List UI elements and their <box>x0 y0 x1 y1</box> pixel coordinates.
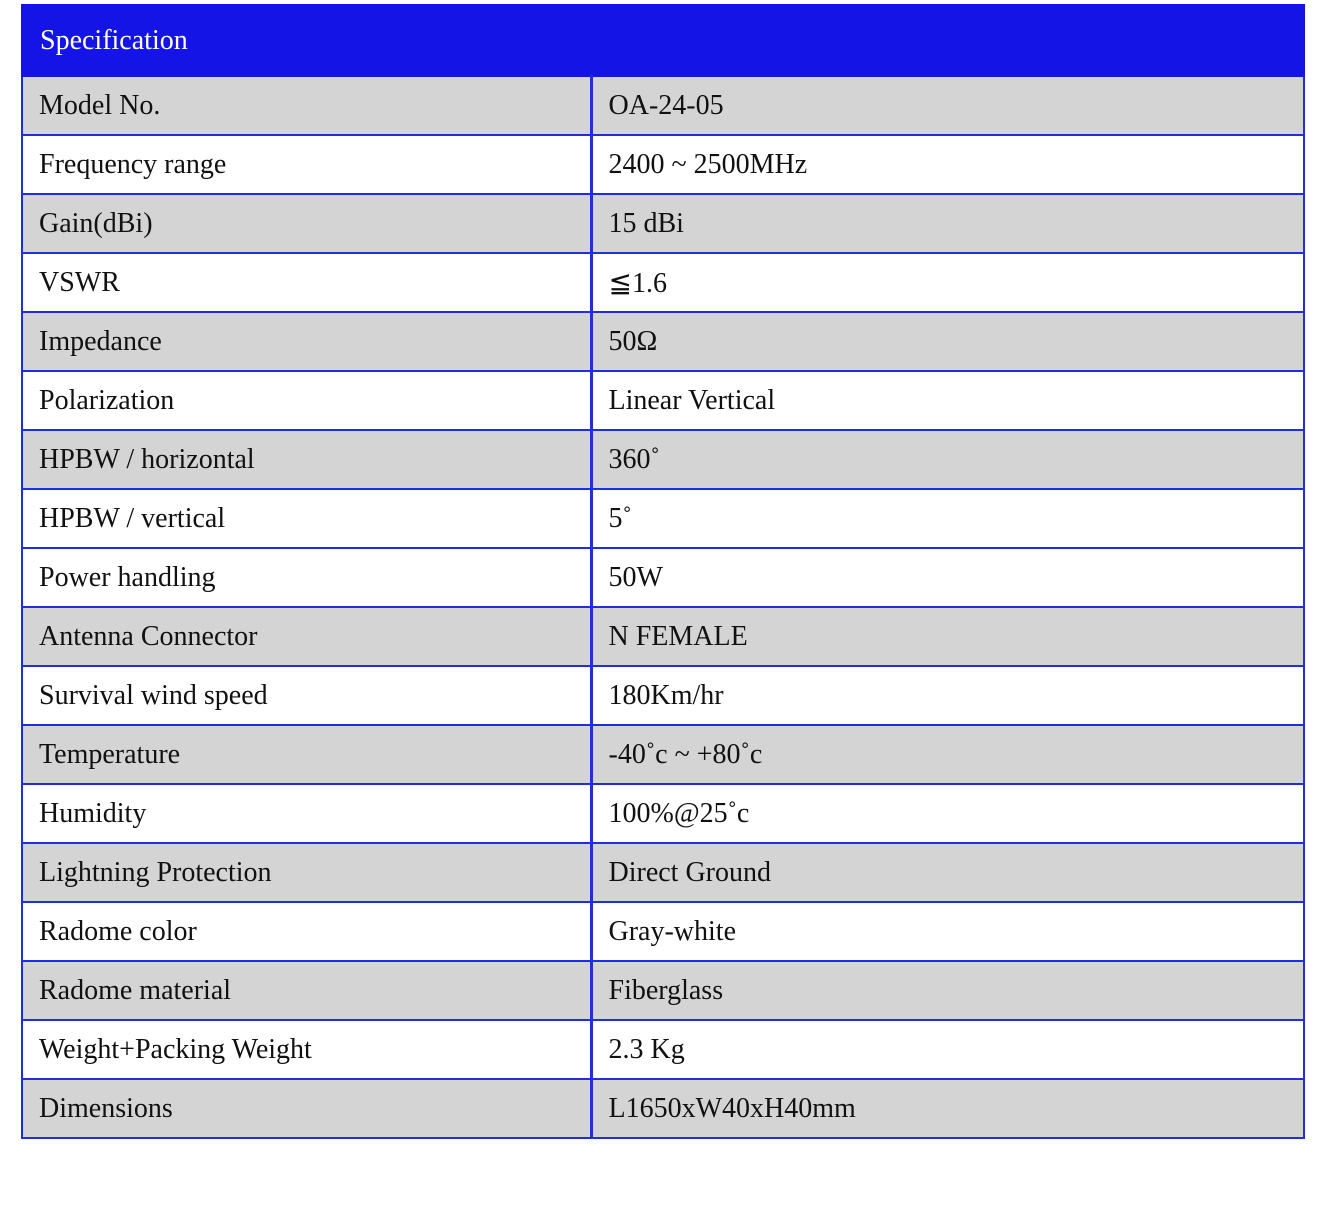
table-row <box>22 194 1304 253</box>
spec-label: HPBW / vertical <box>22 489 591 548</box>
spec-value: 50Ω <box>591 312 1304 371</box>
spec-value: N FEMALE <box>591 607 1304 666</box>
spec-value: 180Km/hr <box>591 666 1304 725</box>
specification-rows <box>22 76 1304 1138</box>
spec-label: Temperature <box>22 725 591 784</box>
spec-label: Gain(dBi) <box>22 194 591 253</box>
table-row <box>22 666 1304 725</box>
spec-value: Fiberglass <box>591 961 1304 1020</box>
table-row <box>22 607 1304 666</box>
spec-label: Survival wind speed <box>22 666 591 725</box>
table-header-row <box>22 5 1304 76</box>
table-title: Specification <box>22 5 1304 76</box>
table-row <box>22 548 1304 607</box>
spec-value: Linear Vertical <box>591 371 1304 430</box>
table-row <box>22 430 1304 489</box>
table-row <box>22 76 1304 135</box>
spec-label: Dimensions <box>22 1079 591 1138</box>
spec-value: 2.3 Kg <box>591 1020 1304 1079</box>
spec-value: 360˚ <box>591 430 1304 489</box>
spec-label: Radome color <box>22 902 591 961</box>
spec-label: Weight+Packing Weight <box>22 1020 591 1079</box>
spec-value: -40˚c ~ +80˚c <box>591 725 1304 784</box>
spec-value: Direct Ground <box>591 843 1304 902</box>
spec-label: Humidity <box>22 784 591 843</box>
spec-value: 5˚ <box>591 489 1304 548</box>
table-row <box>22 371 1304 430</box>
spec-label: Frequency range <box>22 135 591 194</box>
specification-table <box>21 4 1305 1139</box>
table-row <box>22 961 1304 1020</box>
table-row <box>22 1079 1304 1138</box>
table-row <box>22 135 1304 194</box>
table-row <box>22 843 1304 902</box>
table-row <box>22 312 1304 371</box>
spec-value: 50W <box>591 548 1304 607</box>
spec-value: 15 dBi <box>591 194 1304 253</box>
table-row <box>22 489 1304 548</box>
table-row <box>22 725 1304 784</box>
spec-value: 2400 ~ 2500MHz <box>591 135 1304 194</box>
spec-label: Antenna Connector <box>22 607 591 666</box>
spec-value: 100%@25˚c <box>591 784 1304 843</box>
spec-value: OA-24-05 <box>591 76 1304 135</box>
spec-label: Impedance <box>22 312 591 371</box>
spec-label: Radome material <box>22 961 591 1020</box>
spec-label: Lightning Protection <box>22 843 591 902</box>
table-row <box>22 253 1304 312</box>
spec-label: Model No. <box>22 76 591 135</box>
spec-label: HPBW / horizontal <box>22 430 591 489</box>
spec-label: VSWR <box>22 253 591 312</box>
table-row <box>22 902 1304 961</box>
table-row <box>22 784 1304 843</box>
table-row <box>22 1020 1304 1079</box>
spec-value: L1650xW40xH40mm <box>591 1079 1304 1138</box>
spec-value: ≦1.6 <box>591 253 1304 312</box>
spec-value: Gray-white <box>591 902 1304 961</box>
spec-label: Polarization <box>22 371 591 430</box>
spec-label: Power handling <box>22 548 591 607</box>
